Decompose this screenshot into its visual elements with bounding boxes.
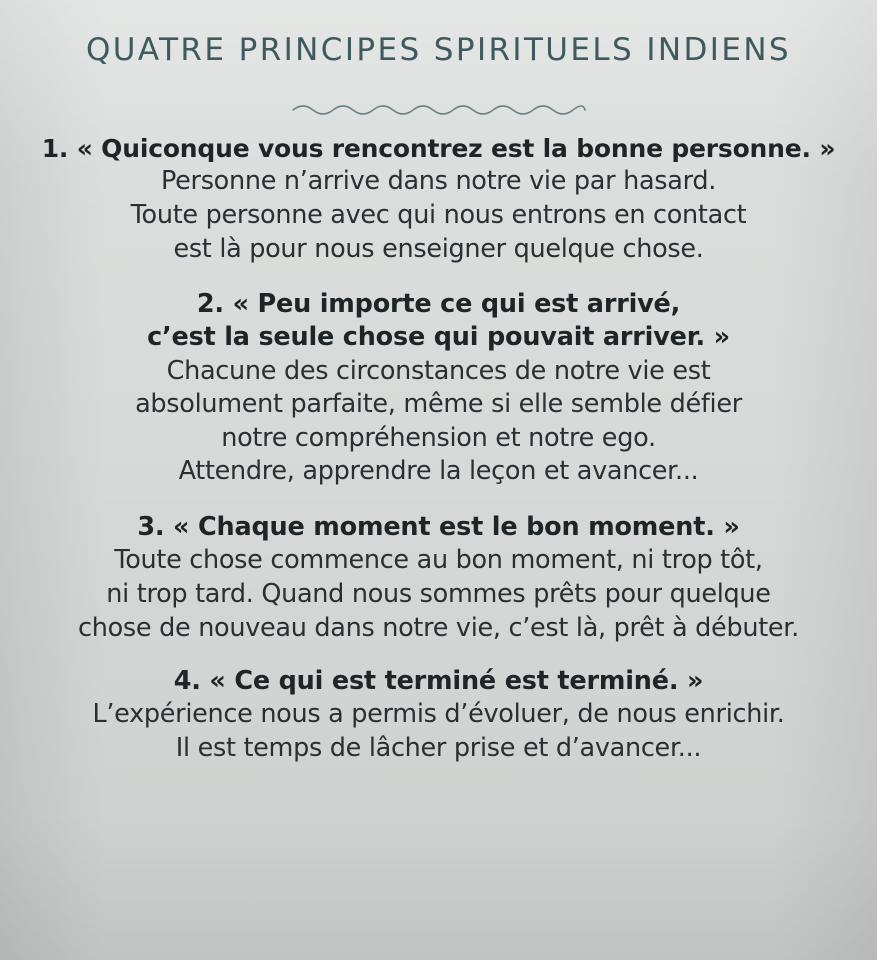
principle-heading: [17, 288, 861, 354]
principle-line: ni trop tard. Quand nous sommes prêts pour quelque: [106, 578, 771, 609]
principle-line: Toute chose commence au bon moment, ni trop tôt,: [114, 545, 763, 576]
principle-line: L’expérience nous a permis d’évoluer, de nous enrichir.: [92, 699, 785, 730]
principle-body: [17, 544, 861, 645]
principle-body: [17, 355, 861, 490]
principle-item: [17, 511, 861, 645]
principle-line: Toute personne avec qui nous entrons en contact: [130, 199, 747, 230]
principle-body: [17, 698, 861, 765]
principles-list: [9, 129, 869, 772]
principle-heading: 1. « Quiconque vous rencontrez est la bonne personne. »: [41, 133, 836, 163]
wavy-line-ornament-icon: [289, 101, 589, 119]
principle-item: [17, 665, 861, 765]
principle-heading-line: 2. « Peu importe ce qui est arrivé,: [196, 289, 681, 320]
principle-body: [17, 165, 861, 266]
principle-line: chose de nouveau dans notre vie, c’est là, prêt à débuter.: [78, 612, 799, 643]
principle-heading: 3. « Chaque moment est le bon moment. »: [137, 512, 740, 543]
principle-item: [17, 133, 861, 266]
principle-line: Chacune des circonstances de notre vie est: [166, 355, 711, 386]
principle-line: est là pour nous enseigner quelque chose.: [173, 233, 704, 264]
principle-line: absolument parfaite, même si elle semble défier: [135, 389, 742, 420]
principle-line: Personne n’arrive dans notre vie par hasard.: [160, 166, 717, 197]
page-title: QUATRE PRINCIPES SPIRITUELS INDIENS: [86, 32, 791, 68]
principle-heading-line: c’est la seule chose qui pouvait arriver. »: [147, 322, 730, 353]
principle-line: notre compréhension et notre ego.: [221, 422, 656, 453]
principle-line: Attendre, apprendre la leçon et avancer...: [178, 456, 699, 487]
principle-heading: 4. « Ce qui est terminé est terminé. »: [173, 666, 704, 697]
principle-line: Il est temps de lâcher prise et d’avancer...: [175, 733, 702, 764]
principle-item: [17, 288, 861, 489]
